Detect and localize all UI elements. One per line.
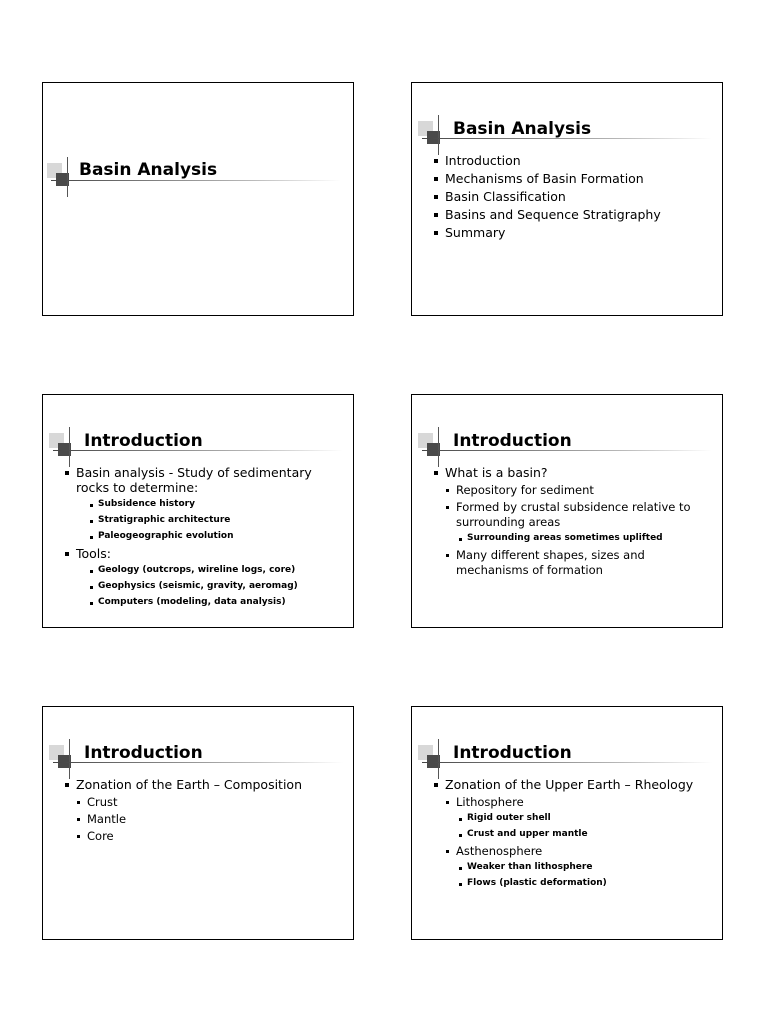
list-item: Rigid outer shell: [459, 812, 712, 825]
list-item: Mantle: [77, 812, 343, 827]
list-item: Computers (modeling, data analysis): [90, 596, 343, 609]
list-item: Basins and Sequence Stratigraphy: [434, 207, 712, 222]
list-item: Asthenosphere: [446, 844, 712, 859]
list-item: What is a basin?: [434, 465, 712, 480]
list-item: Tools:: [65, 546, 343, 561]
slide-2: [411, 82, 723, 316]
slide-1: [42, 82, 354, 316]
list-item: Stratigraphic architecture: [90, 514, 343, 527]
slide-title: Introduction: [84, 431, 203, 451]
list-item: Geophysics (seismic, gravity, aeromag): [90, 580, 343, 593]
bullet-list: [434, 465, 712, 580]
list-item: Repository for sediment: [446, 483, 712, 498]
list-item: Lithosphere: [446, 795, 712, 810]
slide-title: Basin Analysis: [79, 160, 218, 180]
list-item: Flows (plastic deformation): [459, 877, 712, 890]
slide-title: Introduction: [84, 743, 203, 763]
list-item: Many different shapes, sizes and mechanisms of formation: [446, 548, 712, 578]
list-item: Basin Classification: [434, 189, 712, 204]
slide-6: [411, 706, 723, 940]
list-item: Geology (outcrops, wireline logs, core): [90, 564, 343, 577]
list-item: Basin analysis - Study of sedimentary rocks to determine:: [65, 465, 343, 495]
slide-3: [42, 394, 354, 628]
slide-title: Basin Analysis: [453, 119, 592, 139]
slide-title: Introduction: [453, 431, 572, 451]
list-item: Crust: [77, 795, 343, 810]
bullet-list: [65, 465, 343, 612]
bullet-list: [434, 153, 712, 243]
list-item: Paleogeographic evolution: [90, 530, 343, 543]
slide-4: [411, 394, 723, 628]
list-item: Mechanisms of Basin Formation: [434, 171, 712, 186]
slide-5: [42, 706, 354, 940]
list-item: Weaker than lithosphere: [459, 861, 712, 874]
list-item: Crust and upper mantle: [459, 828, 712, 841]
list-item: Zonation of the Earth – Composition: [65, 777, 343, 792]
list-item: Subsidence history: [90, 498, 343, 511]
list-item: Surrounding areas sometimes uplifted: [459, 532, 712, 545]
bullet-list: [65, 777, 343, 846]
list-item: Summary: [434, 225, 712, 240]
slide-title: Introduction: [453, 743, 572, 763]
list-item: Introduction: [434, 153, 712, 168]
list-item: Core: [77, 829, 343, 844]
list-item: Formed by crustal subsidence relative to surrounding areas: [446, 500, 712, 530]
bullet-list: [434, 777, 712, 893]
list-item: Zonation of the Upper Earth – Rheology: [434, 777, 712, 792]
